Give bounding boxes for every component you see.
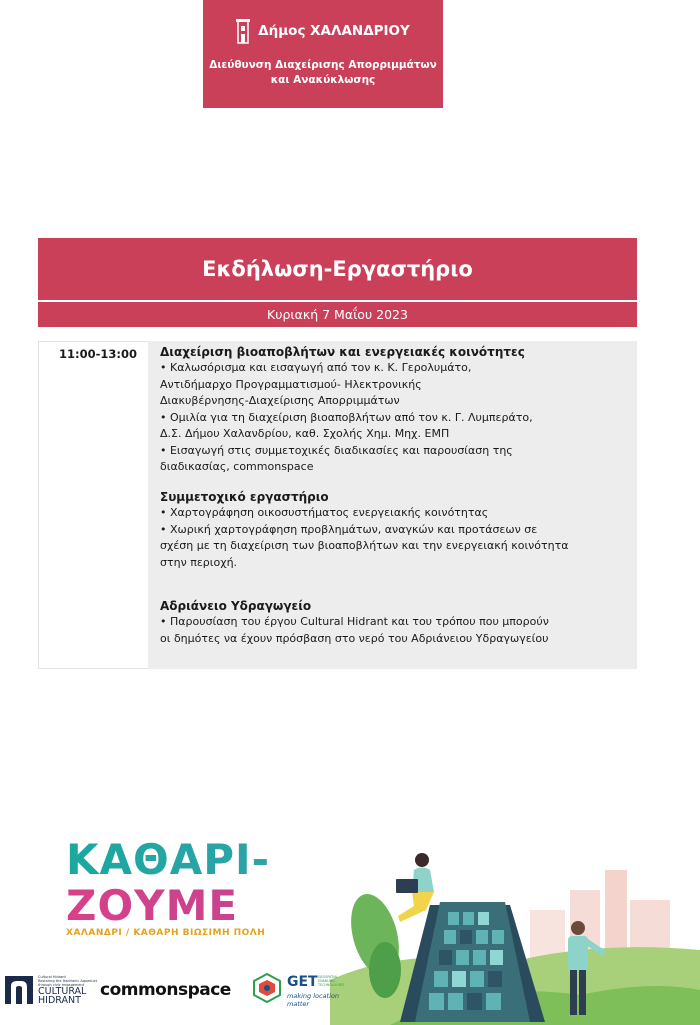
campaign-title-text-2: ΖΟΥΜΕ: [66, 881, 239, 928]
program-line: Δ.Σ. Δήμου Χαλανδρίου, καθ. Σχολής Χημ. Μηχ. ΕΜΠ: [160, 427, 450, 440]
commonspace-logo: commonspace: [100, 980, 231, 1000]
cultural-hidrant-logo-icon: [5, 976, 33, 1004]
solar-panel-illustration: [330, 830, 700, 1025]
program-line: • Καλωσόρισμα και εισαγωγή από τον κ. Κ. Γερολυμάτο,: [160, 361, 472, 374]
municipality-name: Δήμος ΧΑΛΑΝΔΡΙΟΥ: [258, 23, 410, 39]
program-line: σχέση με τη διαχείριση των βιοαποβλήτων και την ενεργειακή κοινότητα: [160, 539, 569, 552]
event-date: Κυριακή 7 Μαΐου 2023: [38, 302, 637, 327]
department-name: Διεύθυνση Διαχείρισης Απορριμμάτων και Ανακύκλωσης: [209, 59, 437, 86]
program-line: στην περιοχή.: [160, 555, 238, 569]
town-hall-icon: [236, 18, 250, 44]
get-caption: GEOSPATIAL ENABLING TECHNOLOGIES: [318, 975, 344, 987]
program-line: διαδικασίας, commonspace: [160, 460, 314, 473]
campaign-subtitle: ΧΑΛΑΝΔΡΙ / ΚΑΘΑΡΗ ΒΙΩΣΙΜΗ ΠΟΛΗ: [66, 928, 266, 938]
schedule-table: [38, 341, 637, 669]
time-slot: 11:00-13:00: [59, 347, 137, 361]
campaign-title-svg: [66, 836, 306, 880]
program-line: • Ομιλία για τη διαχείριση βιοαποβλήτων από τον κ. Γ. Λυμπεράτο,: [160, 410, 533, 424]
get-wordmark: GET: [287, 974, 318, 990]
program-line: οι δημότες να έχουν πρόσβαση στο νερό του Αδριάνειου Υδραγωγείου: [160, 631, 549, 645]
program-line: • Χωρική χαρτογράφηση προβλημάτων, αναγκών και προτάσεων σε: [160, 522, 538, 536]
program-line: • Εισαγωγή στις συμμετοχικές διαδικασίες και παρουσίαση της: [160, 443, 513, 457]
campaign-title-svg-2: [66, 880, 306, 928]
section-title: Συμμετοχικό εργαστήριο: [160, 490, 329, 504]
cultural-hidrant-wordmark: CULTURAL HIDRANT: [38, 986, 87, 1006]
get-tagline: making location matter: [287, 992, 339, 1008]
municipality-header: [203, 0, 443, 108]
get-logo-icon: [250, 972, 284, 1004]
partner-logos: [0, 970, 350, 1010]
program-line: Διακυβέρνησης-Διαχείρισης Απορριμμάτων: [160, 394, 400, 407]
program-line: • Παρουσίαση του έργου Cultural Hidrant και του τρόπου που μπορούν: [160, 615, 549, 628]
time-column: [38, 341, 148, 669]
program-line: • Χαρτογράφηση οικοσυστήματος ενεργειακής κοινότητας: [160, 506, 489, 519]
bush-shape: [369, 942, 401, 998]
campaign-title-text-1: ΚΑΘΑΡΙ-: [66, 836, 271, 880]
program-column: [148, 341, 637, 669]
program-line: Αντιδήμαρχο Προγραμματισμού- Ηλεκτρονικής: [160, 377, 422, 391]
header-logo-row: [203, 18, 443, 44]
section-title: Αδριάνειο Υδραγωγείο: [160, 599, 312, 613]
event-title: Εκδήλωση-Εργαστήριο: [38, 238, 637, 300]
cultural-hidrant-caption: Cultural Hidrant Restoring the Hadrianic Aqueduct through civic engagement: [38, 975, 98, 987]
section-title: Διαχείριση βιοαποβλήτων και ενεργειακές κοινότητες: [160, 345, 525, 359]
